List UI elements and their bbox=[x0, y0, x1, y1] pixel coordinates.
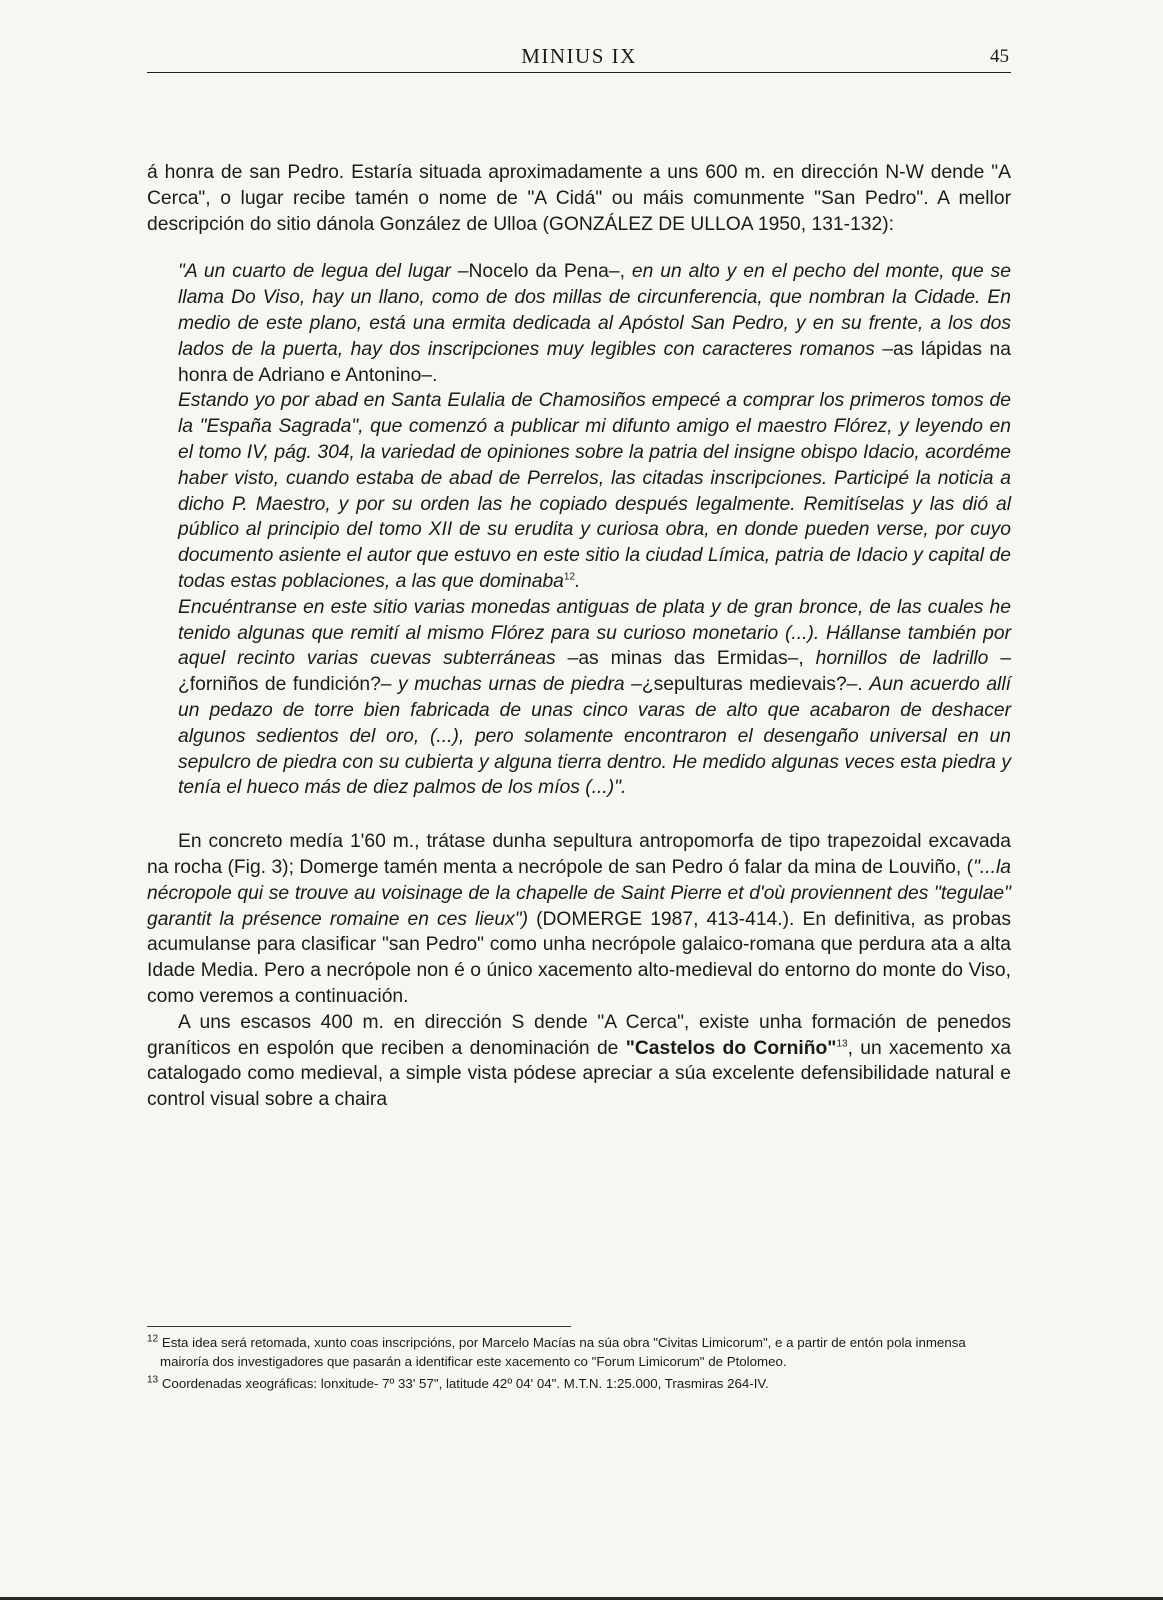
paragraph-3: A uns escasos 400 m. en dirección S dende "A Cerca", existe unha formación de penedos graníticos en espolón que reciben a denominación de "Castelos do Corniño"$^{13}$, un xacemento xa catalogado como medieval, a simple vista pódese apreciar a súa excelente defensibilidade natural e control visual sobre a chaira bbox=[147, 1011, 1011, 1111]
quote-paragraph-1: "A un cuarto de legua del lugar –Nocelo da Pena–, en un alto y en el pecho del monte, que se llama Do Viso, hay un llano, como de dos millas de circunferencia, que nombran la Cidade. En medio de este plano, está una ermita dedicada al Apóstol San Pedro, y en su frente, a los dos lados de la puerta, hay dos inscripciones muy legibles con caracteres romanos –as lápidas na honra de Adriano e Antonino–. bbox=[178, 261, 1011, 386]
quote-paragraph-2: Estando yo por abad en Santa Eulalia de Chamosiños empecé a comprar los primeros tomos de la "España Sagrada", que comenzó a publicar mi difunto amigo el maestro Flórez, y leyendo en el tomo IV, pág. 304, la variedad de opiniones sobre la patria del insigne obispo Idacio, acordéme haber visto, cuando estaba de abad de Perrelos, las citadas inscripciones. Participé la noticia a dicho P. Maestro, y por su orden las he copiado después legalmente. Remitíselas y las dió al público al principio del tomo XII de su erudita y curiosa obra, en donde pueden verse, por cuyo documento asiente el autor que estuvo en este sitio la ciudad Límica, patria de Idacio y capital de todas estas poblaciones, a las que dominaba$^{12}$. bbox=[178, 390, 1011, 592]
header-rule bbox=[147, 72, 1011, 73]
footnote-13: $^{13}$ Coordenadas xeográficas: lonxitude- 7º 33' 57", latitude 42º 04' 04". M.T.N. 1:25.000, Trasmiras 264-IV. bbox=[147, 1374, 769, 1392]
paragraph-1: á honra de san Pedro. Estaría situada aproximadamente a uns 600 m. en dirección N-W dende "A Cerca", o lugar recibe tamén o nome de "A Cidá" ou máis comunmente "San Pedro". A mellor descripción do sitio dánola González de Ulloa (GONZÁLEZ DE ULLOA 1950, 131-132): bbox=[147, 162, 1011, 235]
footnotes bbox=[147, 1334, 1011, 1398]
footnote-ref-13[interactable]: 13 bbox=[836, 1038, 848, 1050]
footnote-12: $^{12}$ Esta idea será retomada, xunto coas inscripcións, por Marcelo Macías na súa obra "Civitas Limicorum", e a partir de entón pola inmensa mairoría dos investigadores que pasarán a identificar este xacemento co "Forum Limicorum" de Ptolomeo. bbox=[147, 1333, 966, 1369]
main-text bbox=[147, 160, 1011, 1113]
block-quote bbox=[147, 259, 1011, 801]
site-name: "Castelos do Corniño" bbox=[625, 1037, 837, 1059]
page-number: 45 bbox=[990, 46, 1009, 67]
journal-title: MINIUS IX bbox=[521, 44, 637, 68]
running-header bbox=[147, 42, 1011, 72]
quote-paragraph-3: Encuéntranse en este sitio varias monedas antiguas de plata y de gran bronce, de las cuales he tenido algunas que remití al mismo Flórez para su curioso monetario (...). Hállanse también por aquel recinto varias cuevas subterráneas –as minas das Ermidas–, hornillos de ladrillo –¿forniños de fundición?– y muchas urnas de piedra –¿sepulturas medievais?–. Aun acuerdo allí un pedazo de torre bien fabricada de unas cinco varas de alto que acabaron de deshacer algunos sedientos del oro, (...), pero solamente encontraron el desengaño universal en un sepulcro de piedra con su cubierta y alguna tierra dentro. He medido algunas veces esta piedra y tenía el hueco más de diez palmos de los míos (...)". bbox=[178, 596, 1011, 799]
footnote-separator bbox=[147, 1326, 571, 1327]
paragraph-2: En concreto medía 1'60 m., trátase dunha sepultura antropomorfa de tipo trapezoidal excavada na rocha (Fig. 3); Domerge tamén menta a necrópole de san Pedro ó falar da mina de Louviño, ("...la nécropole qui se trouve au voisinage de la chapelle de Saint Pierre et d'où proviennent des "tegulae" garantit la présence romaine en ces lieux") (DOMERGE 1987, 413-414.). En definitiva, as probas acumulanse para clasificar "san Pedro" como unha necrópole galaico-romana que perdura ata a alta Idade Media. Pero a necrópole non é o único xacemento alto-medieval do entorno do monte do Viso, como veremos a continuación. bbox=[147, 831, 1011, 1007]
footnote-ref-12[interactable]: 12 bbox=[563, 571, 576, 583]
